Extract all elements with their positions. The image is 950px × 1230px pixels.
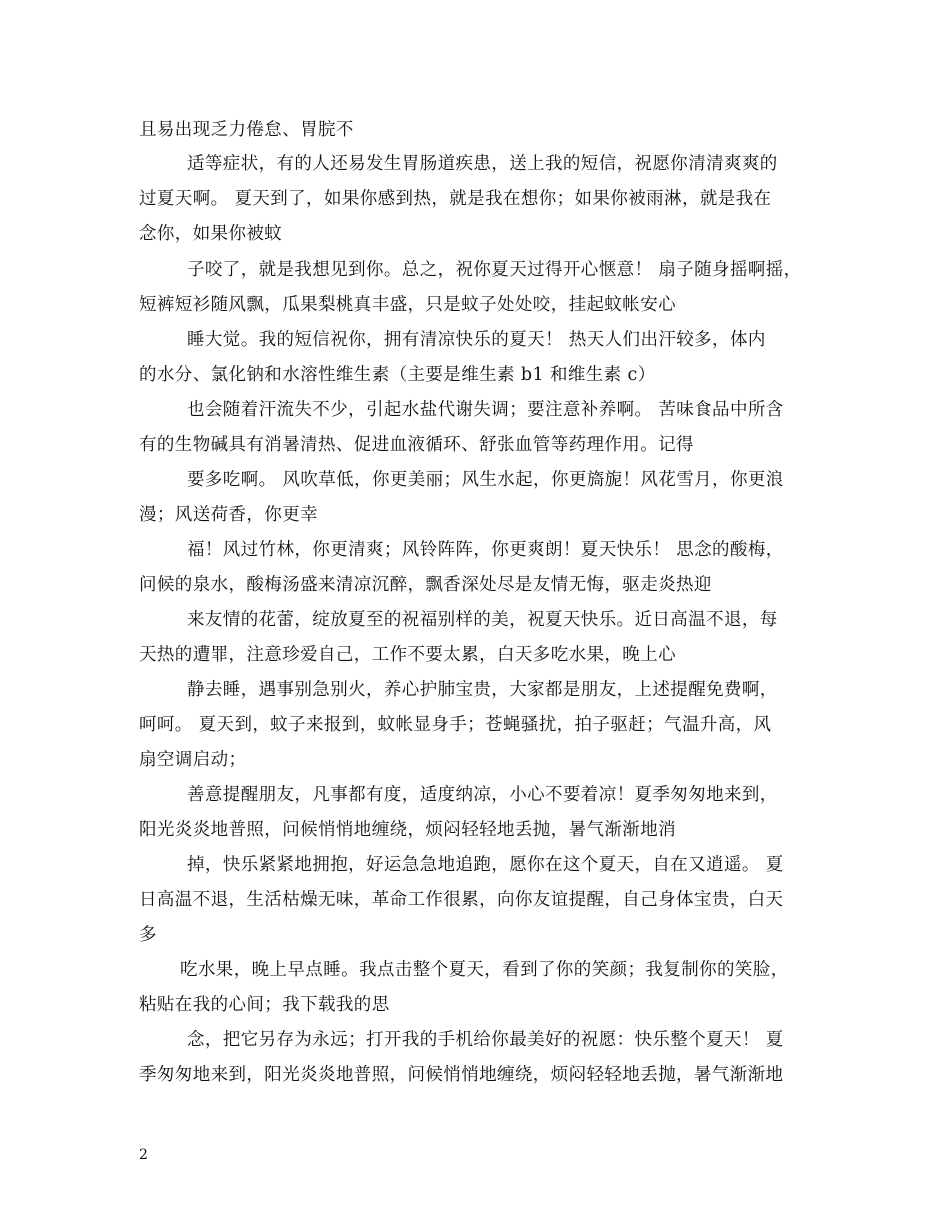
text-line: 天热的遭罪，注意珍爱自己，工作不要太累，白天多吃水果，晚上心 [139,645,676,665]
text-line: 念，把它另存为永远；打开我的手机给你最美好的祝愿：快乐整个夏天！ 夏 [187,1030,784,1050]
text-line: 善意提醒朋友，凡事都有度，适度纳凉，小心不要着凉！夏季匆匆地来到， [187,785,778,805]
text-line: 念你，如果你被蚊 [139,224,283,244]
text-line: 也会随着汗流失不少，引起水盐代谢失调；要注意补养啊。 苦味食品中所含 [187,400,784,420]
text-line: 子咬了，就是我想见到你。总之，祝你夏天过得开心惬意！ 扇子随身摇啊摇， [187,260,802,280]
text-line: 静去睡，遇事别急别火，养心护肺宝贵，大家都是朋友，上述提醒免费啊， [187,680,778,700]
text-line: 粘贴在我的心间；我下载我的思 [139,995,390,1015]
text-line: 多 [139,925,157,945]
text-line: 适等症状，有的人还易发生胃肠道疾患，送上我的短信，祝愿你清清爽爽的 [187,154,778,174]
text-line: 的水分、氯化钠和水溶性维生素（主要是维生素 b1 和维生素 c） [139,365,656,385]
text-line: 有的生物碱具有消暑清热、促进血液循环、舒张血管等药理作用。记得 [139,435,694,455]
text-line: 要多吃啊。 风吹草低，你更美丽；风生水起，你更旖旎！风花雪月，你更浪 [187,470,784,490]
text-line: 来友情的花蕾，绽放夏至的祝福别样的美，祝夏天快乐。近日高温不退，每 [187,610,778,630]
text-line: 且易出现乏力倦怠、胃脘不 [139,120,354,140]
text-line: 问候的泉水，酸梅汤盛来清凉沉醉，飘香深处尽是友情无悔，驱走炎热迎 [139,575,712,595]
text-line: 过夏天啊。 夏天到了，如果你感到热，就是我在想你；如果你被雨淋，就是我在 [139,189,772,209]
text-line: 漫；风送荷香，你更幸 [139,505,318,525]
text-line: 呵呵。 夏天到，蚊子来报到，蚊帐显身手；苍蝇骚扰，拍子驱赶；气温升高，风 [139,715,772,735]
text-line: 睡大觉。我的短信祝你，拥有清凉快乐的夏天！ 热天人们出汗较多，体内 [187,330,766,350]
text-line: 短裤短衫随风飘，瓜果梨桃真丰盛，只是蚊子处处咬，挂起蚊帐安心 [139,295,676,315]
text-line: 吃水果，晚上早点睡。我点击整个夏天，看到了你的笑颜；我复制你的笑脸， [180,960,789,980]
text-line: 掉，快乐紧紧地拥抱，好运急急地追跑，愿你在这个夏天，自在又逍遥。 夏 [187,855,784,875]
page-number: 2 [139,1147,148,1163]
text-line: 季匆匆地来到，阳光炎炎地普照，问候悄悄地缠绕，烦闷轻轻地丢抛，暑气渐渐地 [139,1065,784,1085]
text-line: 扇空调启动； [139,750,247,770]
text-line: 日高温不退，生活枯燥无味，革命工作很累，向你友谊提醒，自己身体宝贵，白天 [139,890,784,910]
text-line: 阳光炎炎地普照，问候悄悄地缠绕，烦闷轻轻地丢抛，暑气渐渐地消 [139,820,676,840]
text-line: 福！风过竹林，你更清爽；风铃阵阵，你更爽朗！夏天快乐！ 思念的酸梅， [187,540,784,560]
